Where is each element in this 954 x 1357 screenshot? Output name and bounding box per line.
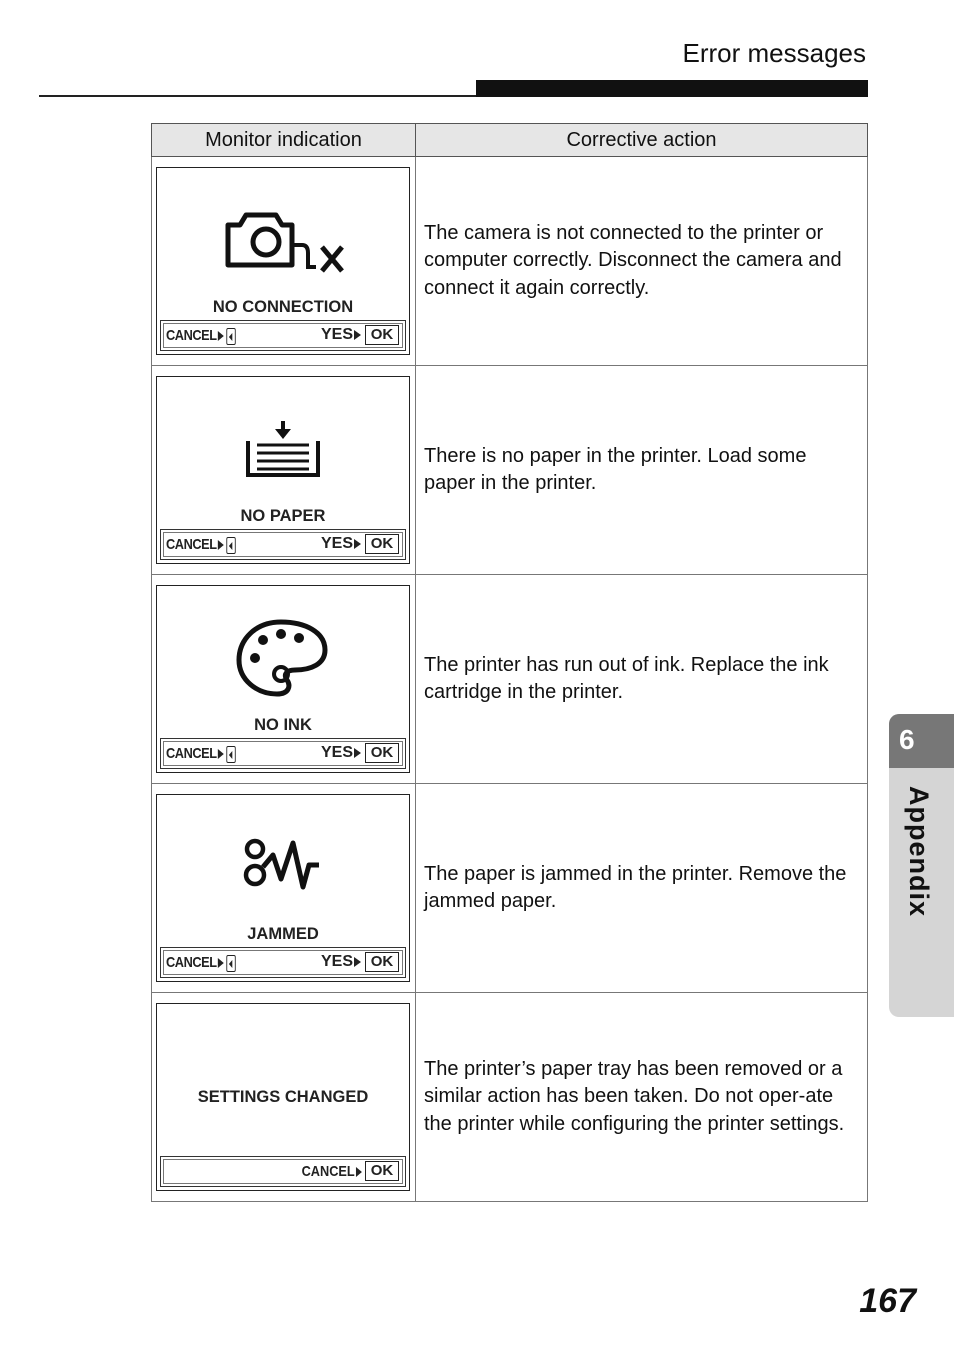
- action-text: The camera is not connected to the printer or computer correctly. Disconnect the camera and connect it again correctly.: [416, 157, 868, 366]
- screen-button-bar: [160, 320, 406, 351]
- table-row: [152, 784, 868, 993]
- cancel-hint: CANCEL: [301, 1163, 361, 1180]
- action-text: The paper is jammed in the printer. Remove the jammed paper.: [416, 784, 868, 993]
- header-bar: [476, 80, 868, 97]
- screen-label: JAMMED: [247, 925, 319, 943]
- action-text: There is no paper in the printer. Load some paper in the printer.: [416, 366, 868, 575]
- column-header-monitor: Monitor indication: [152, 124, 416, 157]
- yes-hint: YES: [321, 326, 361, 344]
- arrow-right-icon: [217, 540, 223, 550]
- table-row: [152, 993, 868, 1202]
- table-header-row: [152, 124, 868, 157]
- table-row: [152, 366, 868, 575]
- arrow-right-icon: [354, 539, 361, 549]
- monitor-cell: [152, 575, 416, 784]
- monitor-screen: [156, 1003, 410, 1191]
- left-key-icon: [226, 328, 235, 345]
- table-row: [152, 575, 868, 784]
- screen-button-bar: [160, 738, 406, 769]
- action-text: The printer’s paper tray has been removed or a similar action has been taken. Do not oper-ate the printer while configuring the printer settings.: [416, 993, 868, 1202]
- arrow-right-icon: [354, 748, 361, 758]
- monitor-cell: [152, 993, 416, 1202]
- ok-key-icon: OK: [365, 325, 399, 345]
- ok-key-icon: OK: [365, 952, 399, 972]
- screen-label: NO INK: [254, 716, 312, 734]
- left-key-icon: [226, 746, 235, 763]
- chapter-number: 6: [889, 714, 954, 768]
- screen-label: SETTINGS CHANGED: [197, 1088, 369, 1106]
- chapter-tab: [889, 714, 954, 1017]
- cancel-hint: CANCEL: [166, 745, 235, 763]
- paper-tray-icon: [157, 413, 409, 485]
- cancel-hint: CANCEL: [166, 954, 235, 972]
- monitor-screen: [156, 376, 410, 564]
- screen-button-bar: [160, 529, 406, 560]
- screen-label: NO CONNECTION: [212, 298, 354, 316]
- yes-hint: YES: [321, 535, 361, 553]
- action-text: The printer has run out of ink. Replace the ink cartridge in the printer.: [416, 575, 868, 784]
- table-row: [152, 157, 868, 366]
- chapter-label: Appendix: [904, 786, 934, 918]
- header-rule: [39, 95, 476, 97]
- camera-disconnected-icon: [157, 204, 409, 276]
- ok-key-icon: OK: [365, 534, 399, 554]
- column-header-action: Corrective action: [416, 124, 868, 157]
- screen-button-bar: [160, 1156, 406, 1187]
- screen-button-bar: [160, 947, 406, 978]
- monitor-cell: [152, 784, 416, 993]
- left-key-icon: [226, 537, 235, 554]
- monitor-screen: [156, 794, 410, 982]
- paper-jam-icon: [157, 831, 409, 903]
- arrow-right-icon: [217, 958, 223, 968]
- page-number: 167: [859, 1282, 916, 1320]
- arrow-right-icon: [354, 957, 361, 967]
- screen-label: NO PAPER: [240, 507, 326, 525]
- page-title: Error messages: [682, 38, 866, 68]
- monitor-screen: [156, 167, 410, 355]
- cancel-hint: CANCEL: [166, 327, 235, 345]
- yes-hint: YES: [321, 744, 361, 762]
- left-key-icon: [226, 955, 235, 972]
- arrow-right-icon: [217, 749, 223, 759]
- monitor-cell: [152, 157, 416, 366]
- cancel-hint: CANCEL: [166, 536, 235, 554]
- ink-palette-icon: [157, 622, 409, 694]
- ok-key-icon: OK: [365, 743, 399, 763]
- ok-key-icon: OK: [365, 1161, 399, 1181]
- arrow-right-icon: [355, 1167, 361, 1177]
- arrow-right-icon: [354, 330, 361, 340]
- monitor-cell: [152, 366, 416, 575]
- arrow-right-icon: [217, 331, 223, 341]
- error-messages-table: [151, 123, 868, 1202]
- yes-hint: YES: [321, 953, 361, 971]
- monitor-screen: [156, 585, 410, 773]
